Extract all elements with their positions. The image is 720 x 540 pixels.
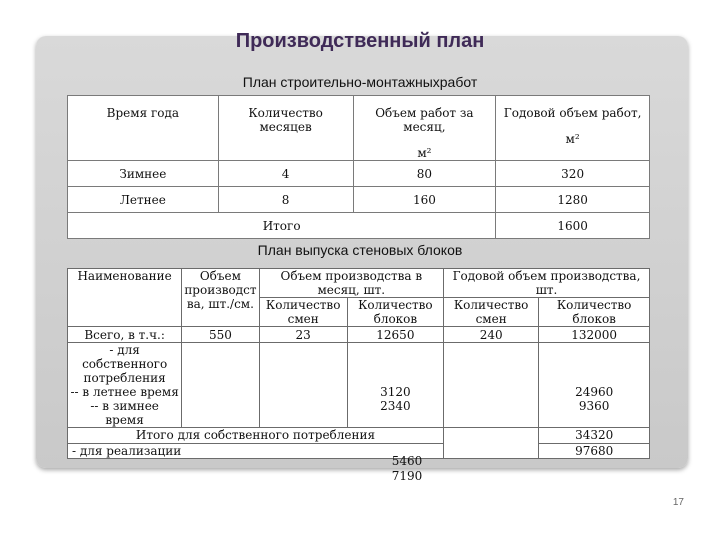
header-name: Наименование [68, 269, 182, 327]
monthly-blocks-cell: 12650 [347, 327, 443, 343]
monthly-cell: 80 [353, 161, 496, 187]
annual-cell: 1280 [496, 187, 650, 213]
header-monthly-unit: м² [417, 146, 432, 160]
own-total-label: Итого для собственного потребления [68, 428, 443, 444]
own-consumption-label [68, 343, 182, 428]
annual-cell: 320 [496, 161, 650, 187]
annual-blocks-cell: 132000 [539, 327, 650, 343]
header-monthly-shifts: Количество смен [259, 298, 347, 327]
header-annual-production: Годовой объем производства, шт. [444, 269, 650, 298]
table-row [68, 187, 650, 213]
sale-monthly: 7190 [391, 469, 423, 483]
months-cell: 8 [218, 187, 353, 213]
header-annual-volume [496, 96, 650, 161]
summer-label: -- в летнее время [70, 385, 179, 399]
empty-cell [444, 343, 539, 428]
slide-title: Производственный план [235, 30, 485, 52]
header-annual-shifts: Количество смен [444, 298, 539, 327]
table-row [68, 161, 650, 187]
months-cell: 4 [218, 161, 353, 187]
total-value: 1600 [496, 213, 650, 239]
own-monthly-blocks [347, 343, 443, 428]
summer-annual-blocks: 24960 [575, 385, 614, 399]
header-volume-per-shift: Объем производст ва, шт./см. [182, 269, 259, 327]
header-annual-blocks: Количество блоков [539, 298, 650, 327]
header-monthly-blocks: Количество блоков [347, 298, 443, 327]
empty-cell [182, 343, 259, 428]
table1-caption: План строительно-монтажныхработ [242, 74, 478, 90]
summer-monthly-blocks: 3120 [380, 385, 411, 399]
sale-annual: 97680 [575, 444, 614, 458]
table-row [68, 343, 650, 428]
empty-cell [444, 428, 539, 459]
annual-totals-cell [539, 428, 650, 459]
table-row [68, 327, 650, 343]
total-label: Итого [68, 213, 496, 239]
header-annual-label: Годовой объем работ, [503, 106, 642, 120]
table2-caption: План выпуска стеновых блоков [257, 242, 463, 258]
header-monthly-production: Объем производства в месяц, шт. [259, 269, 443, 298]
header-monthly-volume [353, 96, 496, 161]
page-number: 17 [672, 497, 684, 508]
own-total-annual: 34320 [539, 428, 649, 444]
header-annual-unit: м² [565, 132, 580, 146]
empty-cell [259, 343, 347, 428]
winter-label: -- в зимнее время [90, 399, 159, 427]
season-cell: Летнее [68, 187, 219, 213]
header-months: Количество месяцев [218, 96, 353, 161]
monthly-cell: 160 [353, 187, 496, 213]
winter-annual-blocks: 9360 [578, 399, 610, 413]
name-cell: Всего, в т.ч.: [68, 327, 182, 343]
header-season: Время года [68, 96, 219, 161]
table-row-total [68, 213, 650, 239]
winter-monthly-blocks: 2340 [380, 399, 411, 413]
annual-shifts-cell: 240 [444, 327, 539, 343]
monthly-totals [359, 454, 455, 484]
sale-label: - для реализации [72, 444, 182, 458]
own-total-monthly: 5460 [391, 454, 423, 468]
header-monthly-label: Объем работ за месяц, [375, 106, 474, 134]
volume-cell: 550 [182, 327, 259, 343]
monthly-shifts-cell: 23 [259, 327, 347, 343]
wall-blocks-plan-table [67, 268, 650, 459]
own-annual-blocks [539, 343, 650, 428]
season-cell: Зимнее [68, 161, 219, 187]
own-label: - для собственного потребления [82, 343, 168, 385]
construction-plan-table [67, 95, 650, 239]
